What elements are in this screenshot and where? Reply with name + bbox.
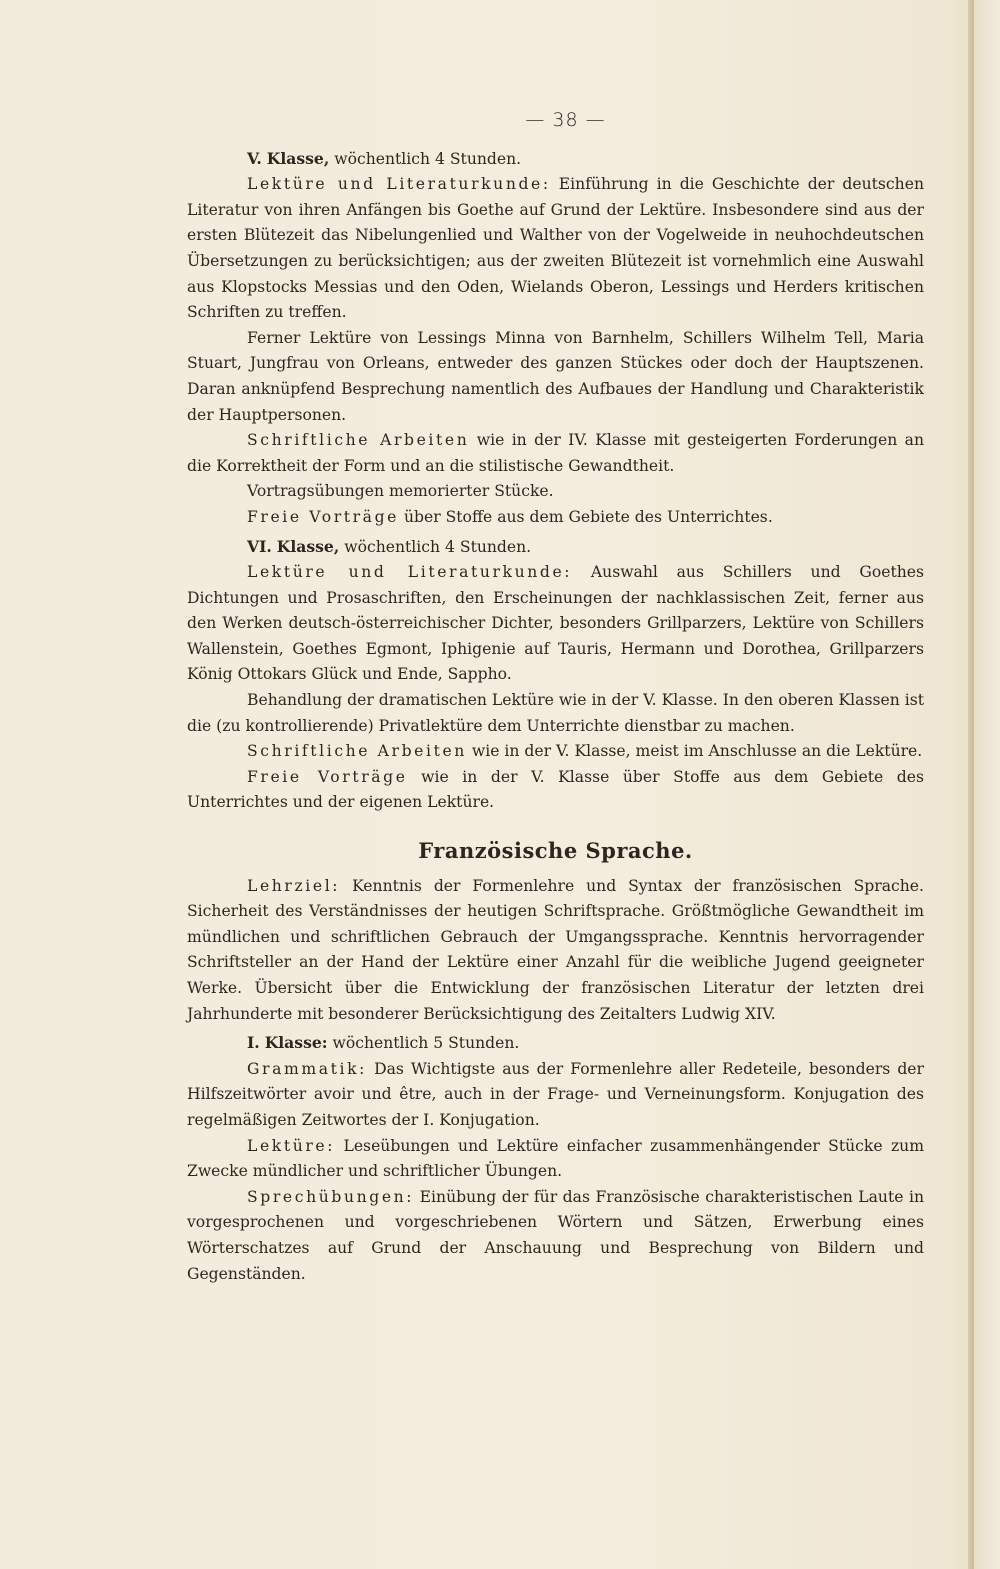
paragraph — [187, 505, 924, 531]
paragraph-text: Auswahl aus Schillers und Goethes Dichtungen und Prosaschriften, den Erscheinungen der nachklassischen Zeit, ferner aus den Werken deutsch-österreichischer Dichter, besonders Grillparzers, Lektüre von Schillers Wallenstein, Goethes Egmont, Iphigenie auf Tauris, Hermann und Dorothea, Grillparzers König Ottokars Glück und Ende, Sappho. — [187, 563, 924, 684]
class-roman: VI. — [247, 536, 272, 556]
paragraph-text: Vortragsübungen memorierter Stücke. — [247, 482, 554, 501]
text-body — [187, 108, 924, 1287]
page-number: — 38 — — [525, 109, 606, 131]
paragraph — [187, 765, 924, 816]
paragraph-text: Kenntnis der Formenlehre und Syntax der französischen Sprache. Sicherheit des Verständnisses der heutigen Schriftsprache. Größtmögliche Gewandtheit im mündlichen und schriftlichen Gebrauch der Umgangssprache. Kenntnis hervorragender Schriftsteller an der Hand der Lektüre einer Anzahl für die weibliche Jugend geeigneter Werke. Übersicht über die Entwicklung der französischen Literatur der letzten drei Jahrhunderte mit besonderer Berücksichtigung des Zeitalters Ludwig XIV. — [187, 876, 924, 1023]
paragraph-text: wie in der IV. Klasse mit gesteigerten Forderungen an die Korrektheit der Form und an die stilistische Gewandtheit. — [187, 431, 924, 475]
paragraph — [187, 560, 924, 688]
paragraph — [187, 326, 924, 428]
paragraph-text: Behandlung der dramatischen Lektüre wie in der V. Klasse. In den oberen Klassen ist die (zu kontrollierende) Privatlektüre dem Unterrichte dienstbar zu machen. — [187, 691, 924, 735]
paragraph — [187, 172, 924, 326]
class-word: Klasse, — [266, 148, 330, 168]
paragraph-text: über Stoffe aus dem Gebiete des Unterrichtes. — [398, 507, 773, 526]
paragraph — [187, 1057, 924, 1134]
class-roman: I. — [247, 1033, 260, 1053]
paragraph-lead: Freie Vorträge — [247, 767, 408, 786]
class-word: Klasse, — [276, 536, 340, 556]
paragraph-text: Das Wichtigste aus der Formenlehre aller Redeteile, besonders der Hilfszeitwörter avoir und être, auch in der Frage- und Verneinungsform. Konjugation des regelmäßigen Zeitwortes der I. Konjugation. — [187, 1059, 924, 1129]
class-heading-v — [187, 146, 924, 173]
paragraph — [187, 739, 924, 765]
paragraph-text: Ferner Lektüre von Lessings Minna von Barnhelm, Schillers Wilhelm Tell, Maria Stuart, Jungfrau von Orleans, entweder des ganzen Stückes oder doch der Hauptszenen. Daran anknüpfend Besprechung namentlich des Aufbaues der Handlung und Charakteristik der Hauptpersonen. — [187, 328, 924, 424]
paragraph — [187, 1134, 924, 1185]
paragraph — [187, 688, 924, 739]
class-roman: V. — [247, 148, 262, 168]
class-heading-i — [187, 1030, 924, 1057]
section-heading: Französische Sprache. — [418, 838, 693, 864]
paragraph-lead: Lektüre: — [247, 1136, 336, 1155]
paragraph-text: Einführung in die Geschichte der deutschen Literatur von ihren Anfängen bis Goethe auf Grund der Lektüre. Insbesondere sind aus der ersten Blütezeit das Nibelungenlied und Walther von der Vogelweide in neuhochdeutschen Übersetzungen zu berücksichtigen; aus der zweiten Blütezeit ist vornehmlich eine Auswahl aus Klopstocks Messias und den Oden, Wielands Oberon, Lessings und Herders kritischen Schriften zu treffen. — [187, 175, 924, 322]
paragraph — [187, 874, 924, 1028]
class-hours: wöchentlich 4 Stunden. — [339, 537, 532, 556]
class-hours: wöchentlich 4 Stunden. — [329, 149, 522, 168]
paragraph-lead: Sprechübungen: — [247, 1187, 415, 1206]
paragraph-text: wie in der V. Klasse, meist im Anschlusse an die Lektüre. — [466, 742, 923, 761]
paragraph-lead: Lehrziel: — [247, 876, 341, 895]
paragraph-lead: Schriftliche Arbeiten — [247, 742, 467, 761]
paragraph-lead: Lektüre und Literaturkunde: — [247, 563, 573, 582]
paragraph-lead: Freie Vorträge — [247, 507, 399, 526]
paragraph — [187, 1185, 924, 1287]
paragraph — [187, 428, 924, 479]
paragraph-lead: Schriftliche Arbeiten — [247, 431, 470, 450]
class-heading-vi — [187, 534, 924, 561]
binding-shadow — [974, 0, 1000, 1569]
class-word: Klasse: — [264, 1033, 328, 1053]
paragraph-text: Leseübungen und Lektüre einfacher zusammenhängender Stücke zum Zwecke mündlicher und schriftlicher Übungen. — [187, 1136, 924, 1181]
paragraph-text: Einübung der für das Französische charakteristischen Laute in vorgesprochenen und vorgeschriebenen Wörtern und Sätzen, Erwerbung eines Wörterschatzes auf Grund der Anschauung und Besprechung von Bildern und Gegenständen. — [187, 1187, 924, 1283]
paragraph-text: wie in der V. Klasse über Stoffe aus dem Gebiete des Unterrichtes und der eigenen Lektüre. — [187, 767, 924, 812]
class-hours: wöchentlich 5 Stunden. — [327, 1034, 520, 1053]
paragraph — [187, 479, 924, 505]
paragraph-lead: Grammatik: — [247, 1059, 368, 1078]
paragraph-lead: Lektüre und Literaturkunde: — [247, 175, 551, 194]
